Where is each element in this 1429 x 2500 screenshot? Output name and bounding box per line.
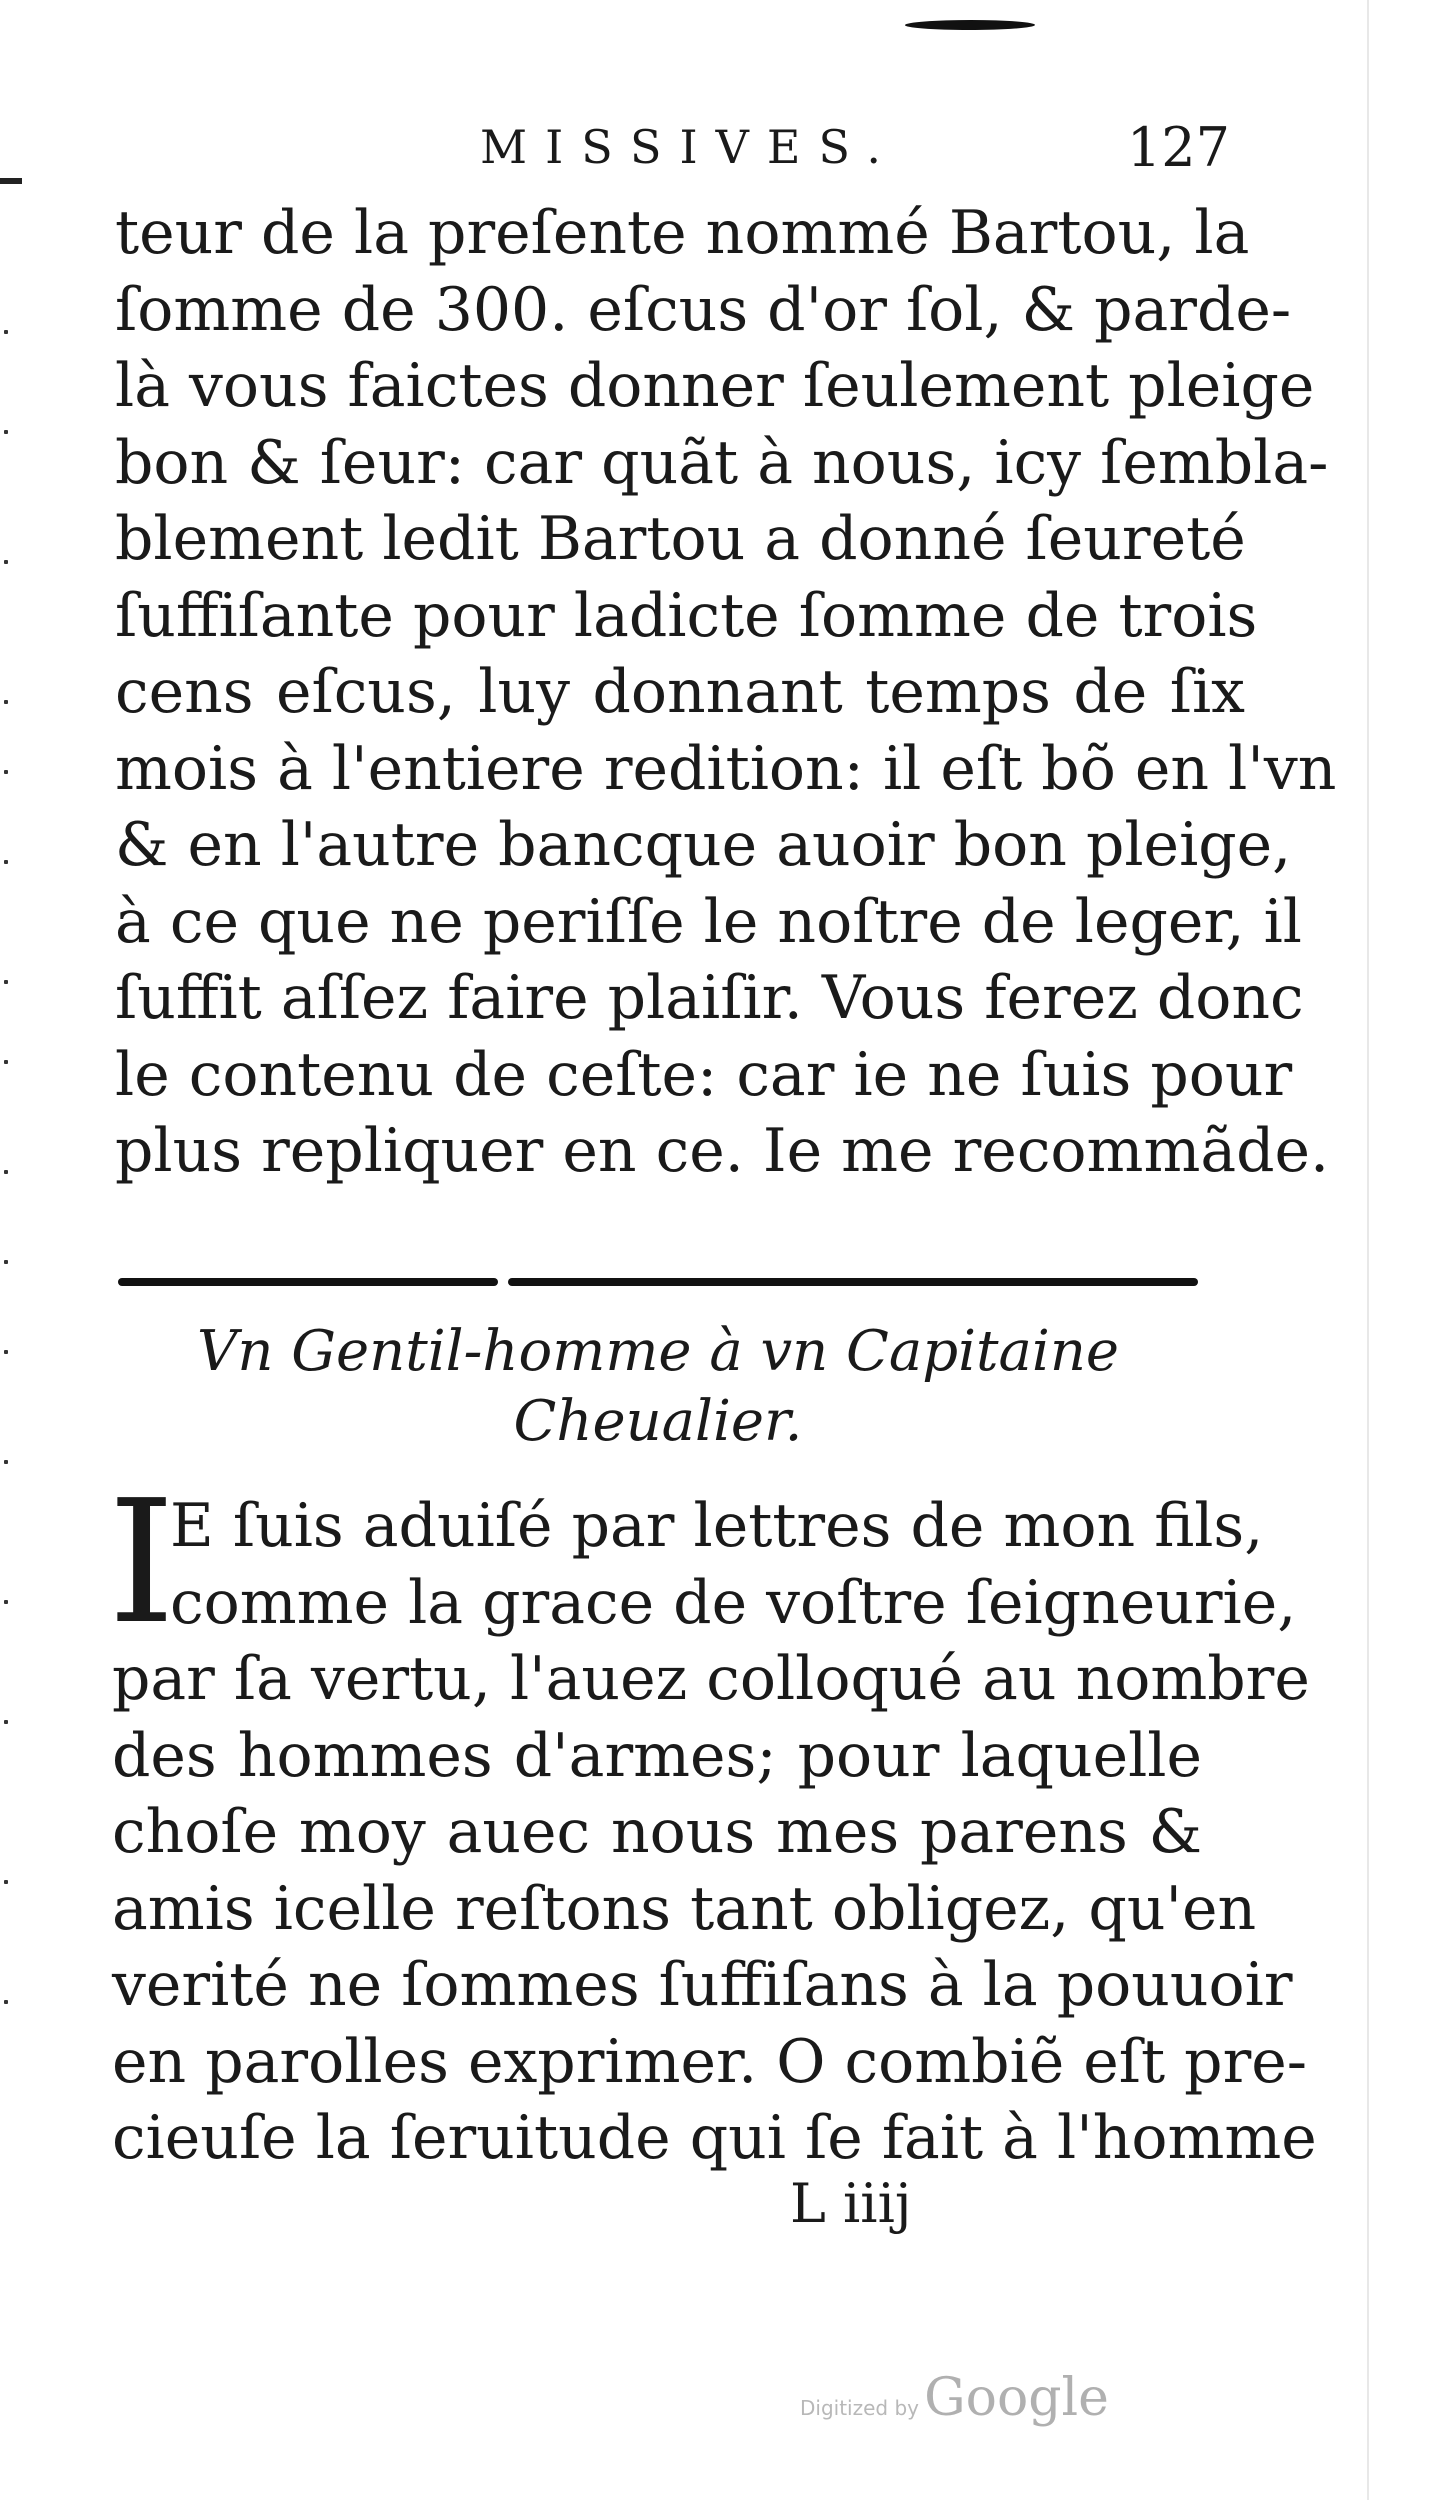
letter-two-body: [112, 1488, 1317, 2177]
text-line: amis icelle reſtons tant obligez, qu'en: [112, 1873, 1257, 1944]
text-line: là vous faictes donner ſeulement pleige: [115, 351, 1315, 421]
top-ornament-rule: [904, 20, 1036, 30]
text-line: des hommes d'armes; pour laquelle: [112, 1720, 1202, 1791]
text-line: ſomme de 300. eſcus d'or ſol, & parde-: [115, 274, 1292, 345]
running-head: [120, 110, 1230, 180]
watermark-logo: Google: [924, 2368, 1109, 2428]
text-line: bon & ſeur: car quãt à nous, icy ſembla-: [115, 427, 1329, 498]
text-line: ſuffit aſſez faire plaiſir. Vous ferez donc: [115, 963, 1304, 1033]
text-line: E ſuis aduiſé par lettres de mon fils,: [170, 1491, 1264, 1561]
text-line: par ſa vertu, l'auez colloqué au nombre: [112, 1644, 1310, 1714]
text-line: verité ne ſommes ſuffiſans à la pouuoir: [112, 1950, 1293, 2020]
page-edge-shadow: [1367, 0, 1369, 2500]
gutter-mark: [0, 178, 22, 184]
watermark-prefix: Digitized by: [800, 2396, 919, 2420]
page-number: 127: [1126, 116, 1230, 179]
text-line: en parolles exprimer. O combiẽ eſt pre-: [112, 2026, 1308, 2097]
running-title: MISSIVES.: [480, 120, 899, 174]
text-line: plus repliquer en ce. Ie me recommãde.: [115, 1116, 1330, 1186]
letter-one-body: [115, 195, 1337, 1190]
text-line: ſuffiſante pour ladicte ſomme de trois: [115, 580, 1258, 651]
text-line: comme la grace de voſtre ſeigneurie,: [170, 1567, 1297, 1638]
text-line: mois à l'entiere redition: il eſt bõ en l'vn: [115, 733, 1337, 804]
text-line: choſe moy auec nous mes parens &: [112, 1797, 1202, 1867]
gutter-bleed-through: [4, 300, 22, 2060]
text-line: à ce que ne periſſe le noſtre de leger, il: [115, 886, 1302, 957]
text-line: le contenu de ceſte: car ie ne ſuis pour: [115, 1039, 1293, 1110]
text-line: teur de la preſente nommé Bartou, la: [115, 198, 1250, 268]
text-line: & en l'autre bancque auoir bon pleige,: [115, 810, 1292, 880]
letter-heading-continued: Cheualier.: [513, 1389, 803, 1454]
letter-heading: Vn Gentil-homme à vn Capitaine: [196, 1319, 1120, 1384]
signature-mark: L iiij: [790, 2172, 912, 2235]
drop-cap: I: [108, 1464, 176, 1662]
section-divider: [118, 1278, 1198, 1288]
text-line: cens eſcus, luy donnant temps de ſix: [115, 657, 1245, 727]
text-line: cieuſe la ſeruitude qui ſe fait à l'homme: [112, 2103, 1317, 2173]
digitized-watermark: [800, 2368, 1109, 2428]
text-line: blement ledit Bartou a donné ſeureté: [115, 504, 1246, 574]
